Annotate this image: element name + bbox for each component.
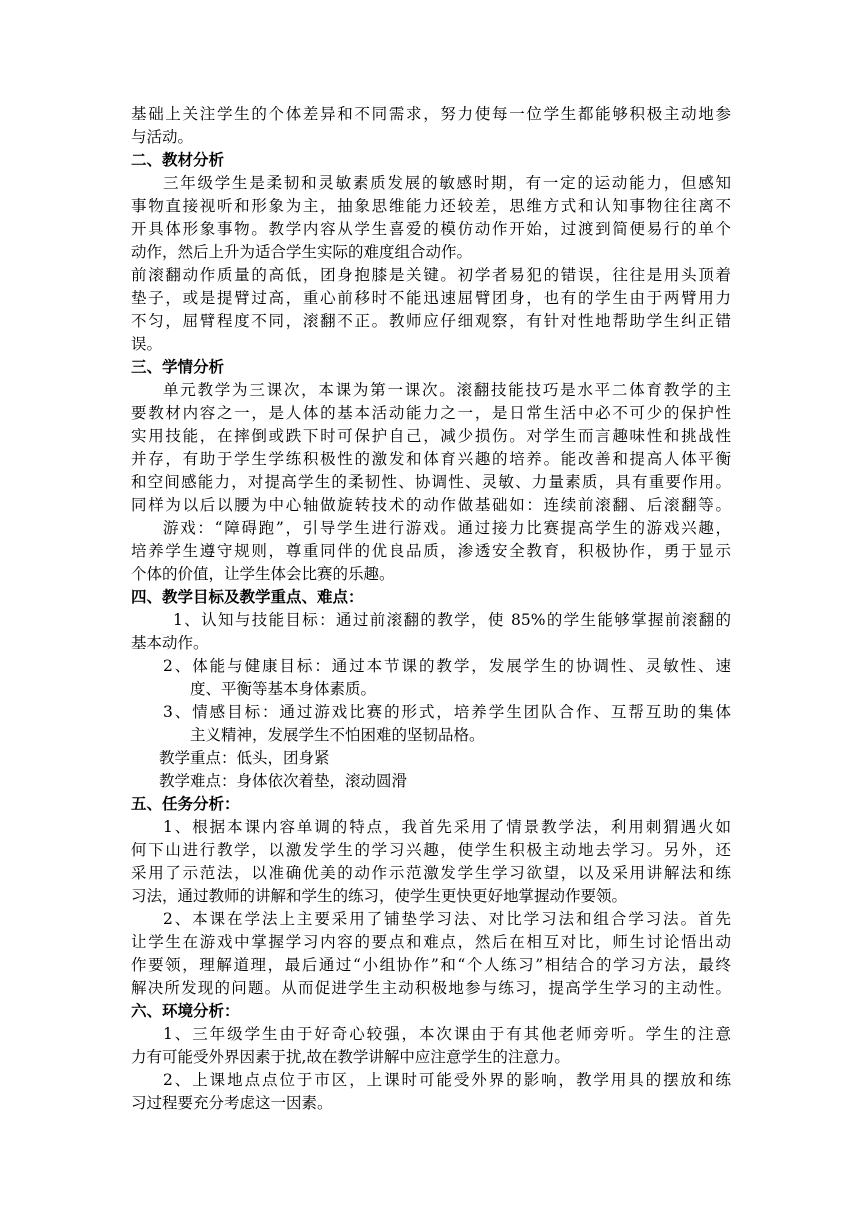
- text-line: 2、体能与健康目标：通过本节课的教学，发展学生的协调性、灵敏性、速: [163, 657, 731, 675]
- text-line: 1、根据本课内容单调的特点，我首先采用了情景教学法，利用刺猬遇火如: [163, 818, 731, 836]
- text-line: 习法，通过教师的讲解和学生的练习，使学生更快更好地掌握动作要领。: [131, 887, 628, 905]
- text-line: 不匀，屈臂程度不同，滚翻不正。教师应仔细观察，有针对性地帮助学生纠正错: [131, 312, 731, 330]
- text-line: 三年级学生是柔韧和灵敏素质发展的敏感时期，有一定的运动能力，但感知: [163, 174, 731, 192]
- text-line: 动作，然后上升为适合学生实际的难度组合动作。: [131, 243, 473, 261]
- text-line: 同样为以后以腰为中心轴做旋转技术的动作做基础如：连续前滚翻、后滚翻等。: [131, 496, 731, 514]
- text-line: 作要领，理解道理，最后通过“小组协作”和“个人练习”相结合的学习方法，最终: [131, 956, 731, 974]
- section-heading: 三、学情分析: [131, 357, 225, 376]
- text-line: 误。: [131, 335, 163, 353]
- section-heading: 二、教材分析: [131, 150, 225, 169]
- text-line: 事物直接视听和形象为主，抽象思维能力还较差，思维方式和认知事物往往离不: [131, 197, 731, 215]
- text-line: 习过程要充分考虑这一因素。: [131, 1094, 333, 1112]
- text-line: 让学生在游戏中掌握学习内容的要点和难点，然后在相互对比，师生讨论悟出动: [131, 933, 731, 951]
- text-line: 单元教学为三课次，本课为第一课次。滚翻技能技巧是水平二体育教学的主: [163, 381, 731, 399]
- text-line: 开具体形象事物。教学内容从学生喜爱的模仿动作开始，过渡到简便易行的单个: [131, 220, 731, 238]
- text-line: 与活动。: [131, 128, 194, 146]
- text-line: 和空间感能力，对提高学生的柔韧性、协调性、灵敏、力量素质，具有重要作用。: [131, 473, 731, 491]
- text-line: 主义精神，发展学生不怕困难的坚韧品格。: [190, 726, 485, 744]
- text-line: 基础上关注学生的个体差异和不同需求，努力使每一位学生都能够积极主动地参: [131, 105, 731, 123]
- text-line: 1、认知与技能目标：通过前滚翻的教学，使 85%的学生能够掌握前滚翻的: [173, 611, 731, 629]
- text-line: 1、三年级学生由于好奇心较强，本次课由于有其他老师旁听。学生的注意: [163, 1025, 731, 1043]
- text-line: 垫子，或是提臂过高，重心前移时不能迅速屈臂团身，也有的学生由于两臂用力: [131, 289, 731, 307]
- section-heading: 六、环境分析：: [131, 1001, 240, 1020]
- text-line: 力有可能受外界因素于扰,故在教学讲解中应注意学生的注意力。: [131, 1048, 570, 1066]
- text-line: 并存，有助于学生学练积极性的激发和体育兴趣的培养。能改善和提高人体平衡: [131, 450, 731, 468]
- section-heading: 五、任务分析：: [131, 794, 240, 813]
- text-line: 基本动作。: [131, 634, 209, 652]
- section-heading: 四、教学目标及教学重点、难点：: [131, 587, 364, 606]
- text-line: 2、上课地点点位于市区，上课时可能受外界的影响，教学用具的摆放和练: [163, 1071, 731, 1089]
- text-line: 采用了示范法，以准确优美的动作示范激发学生学习欲望，以及采用讲解法和练: [131, 864, 731, 882]
- text-line: 实用技能，在摔倒或跌下时可保护自己，减少损伤。对学生而言趣味性和挑战性: [131, 427, 731, 445]
- text-line: 度、平衡等基本身体素质。: [190, 680, 377, 698]
- text-line: 2、本课在学法上主要采用了铺垫学习法、对比学习法和组合学习法。首先: [163, 910, 731, 928]
- text-line: 教学重点：低头，团身紧: [159, 749, 330, 767]
- text-line: 前滚翻动作质量的高低，团身抱膝是关键。初学者易犯的错误，往往是用头顶着: [131, 266, 731, 284]
- text-line: 教学难点：身体依次着垫，滚动圆滑: [159, 772, 408, 790]
- text-line: 个体的价值，让学生体会比赛的乐趣。: [131, 565, 395, 583]
- text-line: 解决所发现的问题。从而促进学生主动积极地参与练习，提高学生学习的主动性。: [131, 979, 731, 997]
- text-line: 培养学生遵守规则，尊重同伴的优良品质，渗透安全教育，积极协作，勇于显示: [131, 542, 731, 560]
- text-line: 游戏：“障碍跑”，引导学生进行游戏。通过接力比赛提高学生的游戏兴趣，: [163, 519, 731, 537]
- text-line: 何下山进行教学，以激发学生的学习兴趣，使学生积极主动地去学习。另外，还: [131, 841, 731, 859]
- text-line: 3、情感目标：通过游戏比赛的形式，培养学生团队合作、互帮互助的集体: [163, 703, 731, 721]
- text-line: 要教材内容之一，是人体的基本活动能力之一，是日常生活中必不可少的保护性: [131, 404, 731, 422]
